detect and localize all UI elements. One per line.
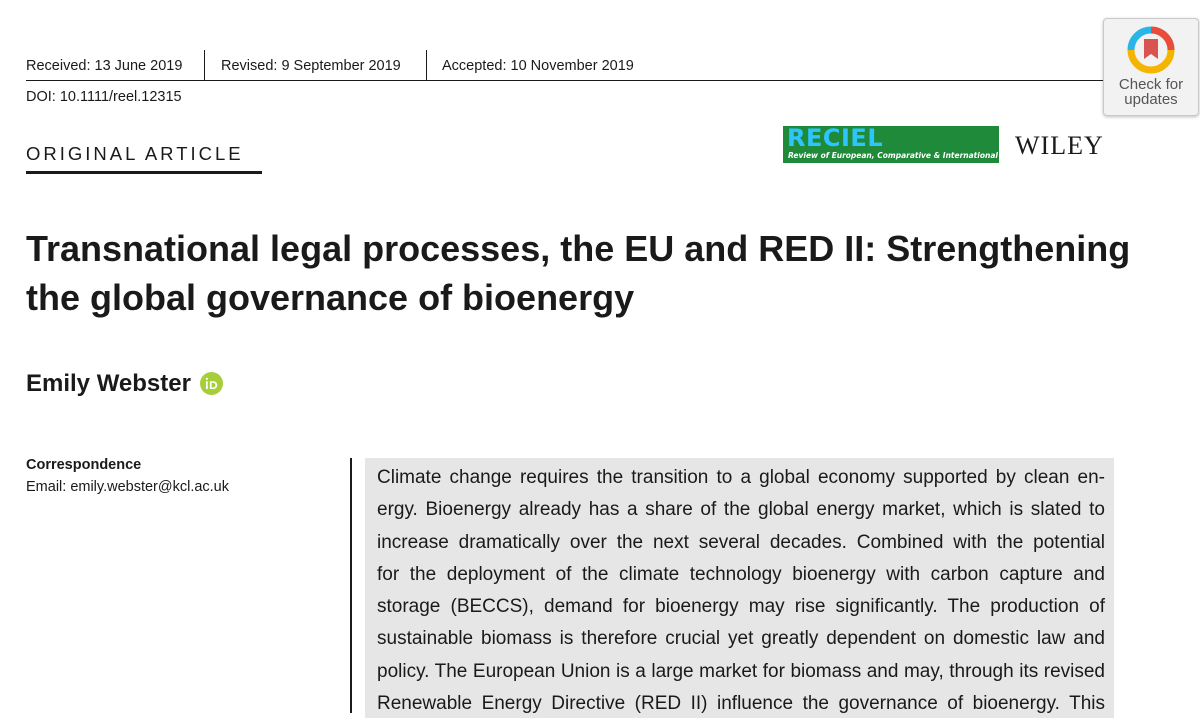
abstract-line: policy. The European Union is a large market for biomass and may, through its revised: [377, 660, 1105, 682]
reciel-logo-subtitle: Review of European, Comparative & International Environmental Law: [788, 151, 1082, 160]
crossmark-icon: [1127, 26, 1175, 74]
abstract-line: sustainable biomass is therefore crucial yet greatly dependent on domestic law and: [377, 628, 1105, 650]
author-name[interactable]: Emily Webster: [26, 370, 191, 397]
correspondence-heading: Correspondence: [26, 457, 142, 473]
revised-date: Revised: 9 September 2019: [221, 58, 401, 74]
divider: [204, 50, 205, 80]
abstract-line: Renewable Energy Directive (RED II) influence the governance of bioenergy. This: [377, 693, 1105, 715]
check-for-updates-label: Check for updates: [1118, 76, 1184, 108]
doi-link[interactable]: DOI: 10.1111/reel.12315: [26, 89, 182, 105]
abstract-panel: [365, 458, 1114, 718]
wiley-logo[interactable]: WILEY: [1015, 131, 1104, 160]
correspondence-email[interactable]: Email: emily.webster@kcl.ac.uk: [26, 479, 229, 495]
abstract-line: storage (BECCS), demand for bioenergy may rise significantly. The production of: [377, 596, 1105, 618]
divider: [426, 50, 427, 80]
article-type-label: ORIGINAL ARTICLE: [26, 143, 244, 164]
abstract-line: increase dramatically over the next several decades. Combined with the potential: [377, 531, 1105, 553]
abstract-line: Climate change requires the transition to a global economy supported by clean en-: [377, 467, 1105, 488]
orcid-icon[interactable]: [200, 372, 223, 395]
abstract-line: for the deployment of the climate technology bioenergy with carbon capture and: [377, 563, 1105, 585]
abstract-divider: [350, 458, 352, 713]
abstract-line: ergy. Bioenergy already has a share of the global energy market, which is slated to: [377, 499, 1105, 521]
reciel-logo-title: RECIEL: [787, 124, 884, 152]
check-for-updates-button[interactable]: [1103, 18, 1199, 116]
title-line: Transnational legal processes, the EU and RED II: Strengthening: [26, 228, 1131, 269]
abstract-text: [377, 462, 1105, 720]
title-line: the global governance of bioenergy: [26, 277, 635, 318]
article-type-underline: [26, 171, 262, 174]
article-title: [26, 224, 1131, 322]
received-date: Received: 13 June 2019: [26, 58, 183, 74]
accepted-date: Accepted: 10 November 2019: [442, 58, 634, 74]
article-dates-bar: [26, 50, 1120, 81]
